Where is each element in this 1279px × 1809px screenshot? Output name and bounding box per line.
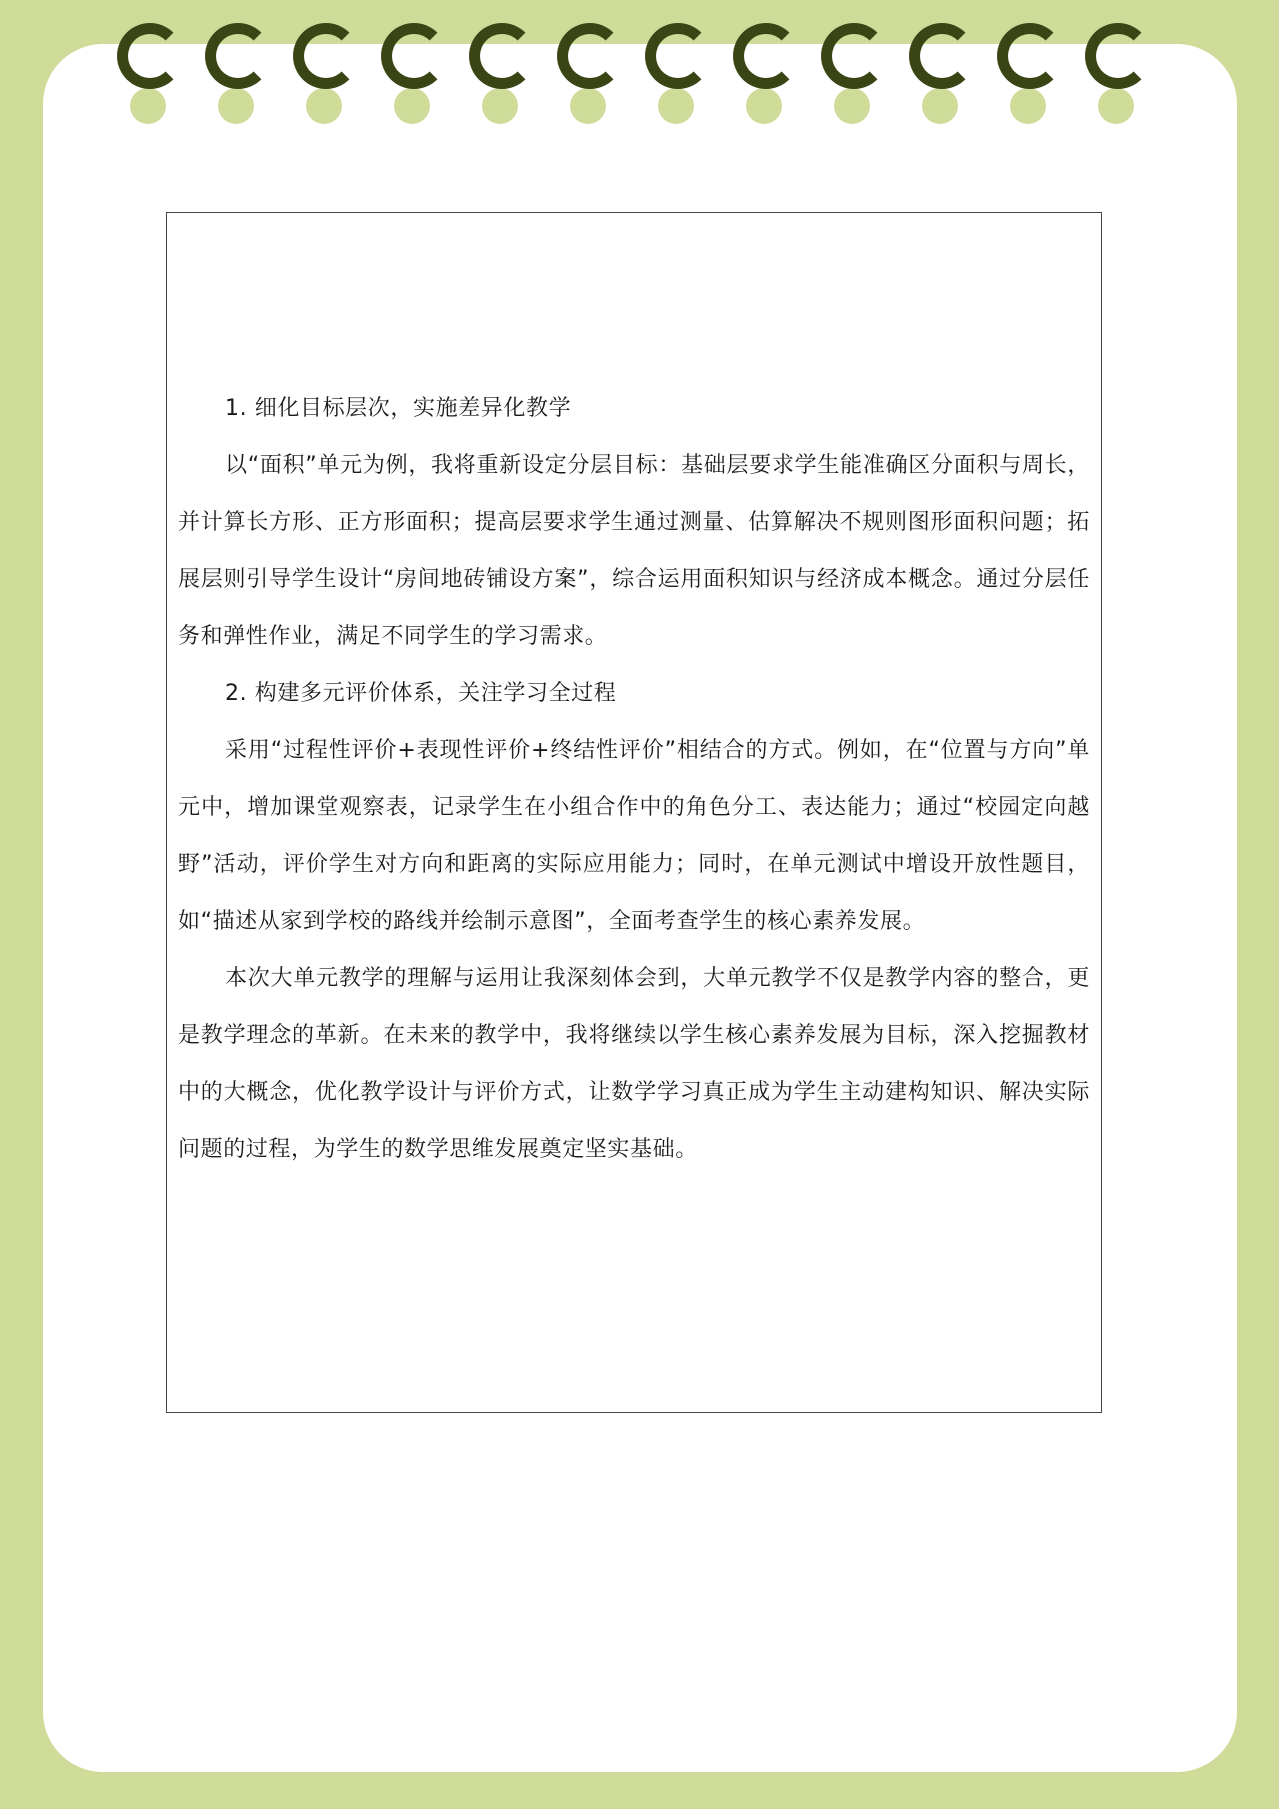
- ring-hole: [570, 88, 606, 124]
- paragraph-2: 采用“过程性评价+表现性评价+终结性评价”相结合的方式。例如，在“位置与方向”单元中，增加课堂观察表，记录学生在小组合作中的角色分工、表达能力；通过“校园定向越野”活动，评价学生对方向和距离的实际应用能力；同时，在单元测试中增设开放性题目，如“描述从家到学校的路线并绘制示意图”，全面考查学生的核心素养发展。: [178, 738, 1090, 934]
- ring-hole: [130, 88, 166, 124]
- ring-hole: [658, 88, 694, 124]
- ring-hole: [834, 88, 870, 124]
- ring-icon: [469, 23, 535, 89]
- ring-hole: [218, 88, 254, 124]
- ring-hole: [394, 88, 430, 124]
- spiral-binding: [0, 0, 1279, 140]
- section-heading-1: 1. 细化目标层次，实施差异化教学: [225, 396, 572, 421]
- ring-icon: [205, 23, 271, 89]
- paragraph-3: 本次大单元教学的理解与运用让我深刻体会到，大单元教学不仅是教学内容的整合，更是教学理念的革新。在未来的教学中，我将继续以学生核心素养发展为目标，深入挖掘教材中的大概念，优化教学设计与评价方式，让数学学习真正成为学生主动建构知识、解决实际问题的过程，为学生的数学思维发展奠定坚实基础。: [178, 966, 1090, 1162]
- ring-icon: [997, 23, 1063, 89]
- ring-icon: [645, 23, 711, 89]
- ring-icon: [909, 23, 975, 89]
- ring-hole: [482, 88, 518, 124]
- ring-hole: [922, 88, 958, 124]
- ring-hole: [1010, 88, 1046, 124]
- ring-hole: [1098, 88, 1134, 124]
- ring-icon: [293, 23, 359, 89]
- document-body: [178, 380, 1090, 1178]
- ring-hole: [306, 88, 342, 124]
- paragraph-1: 以“面积”单元为例，我将重新设定分层目标：基础层要求学生能准确区分面积与周长，并计算长方形、正方形面积；提高层要求学生通过测量、估算解决不规则图形面积问题；拓展层则引导学生设计“房间地砖铺设方案”，综合运用面积知识与经济成本概念。通过分层任务和弹性作业，满足不同学生的学习需求。: [178, 453, 1090, 649]
- ring-icon: [557, 23, 623, 89]
- section-heading-2: 2. 构建多元评价体系，关注学习全过程: [225, 681, 617, 706]
- ring-icon: [1085, 23, 1151, 89]
- ring-icon: [821, 23, 887, 89]
- ring-icon: [117, 23, 183, 89]
- ring-icon: [733, 23, 799, 89]
- ring-icon: [381, 23, 447, 89]
- ring-hole: [746, 88, 782, 124]
